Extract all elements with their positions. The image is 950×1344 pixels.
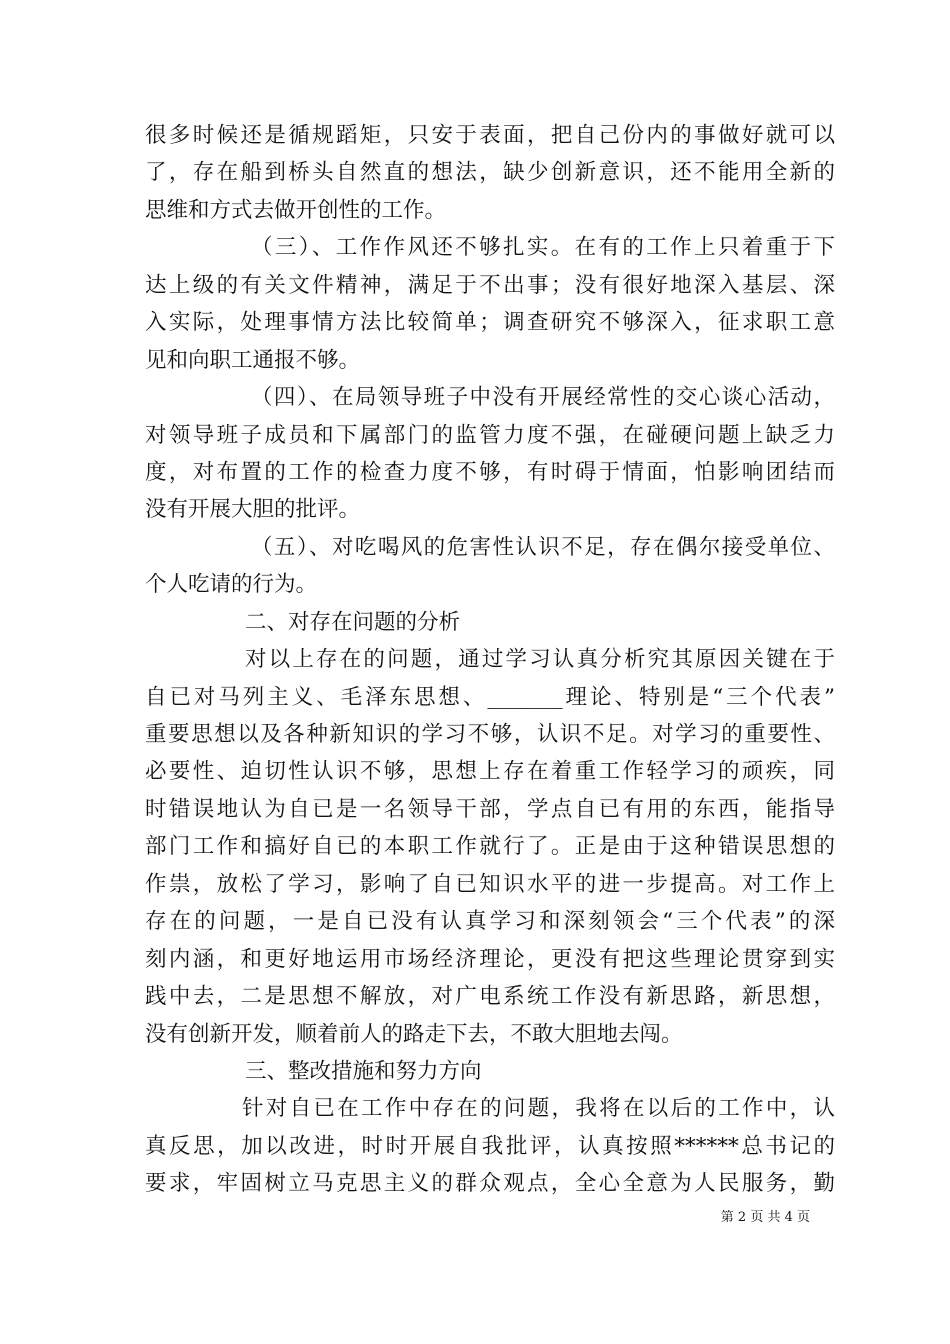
section-heading: 三、整改措施和努力方向 xyxy=(245,1058,482,1084)
body-line: 对领导班子成员和下属部门的监管力度不强，在碰硬问题上缺乏力 xyxy=(145,422,835,448)
section-heading: 二、对存在问题的分析 xyxy=(245,609,461,635)
body-line: 刻内涵，和更好地运用市场经济理论，更没有把这些理论贯穿到实 xyxy=(145,946,835,972)
section-four-heading-line: （四）、在局领导班子中没有开展经常性的交心谈心活动， xyxy=(251,385,835,411)
body-line: 作祟，放松了学习，影响了自已知识水平的进一步提高。对工作上 xyxy=(145,871,835,897)
body-line: 没有创新开发，顺着前人的路走下去，不敢大胆地去闯。 xyxy=(145,1021,683,1047)
body-line: 时错误地认为自已是一名领导干部，学点自已有用的东西，能指导 xyxy=(145,796,835,822)
body-line: 存在的问题，一是自已没有认真学习和深刻领会“三个代表”的深 xyxy=(145,909,835,935)
body-line: 部门工作和搞好自已的本职工作就行了。正是由于这种错误思想的 xyxy=(145,834,835,860)
paragraph-first-line: 针对自已在工作中存在的问题，我将在以后的工作中，认 xyxy=(242,1096,835,1122)
body-line: 真反思，加以改进，时时开展自我批评，认真按照******总书记的 xyxy=(145,1133,835,1159)
body-line: 个人吃请的行为。 xyxy=(145,572,318,598)
body-line: 重要思想以及各种新知识的学习不够，认识不足。对学习的重要性、 xyxy=(145,722,835,747)
body-line: 度，对布置的工作的检查力度不够，有时碍于情面，怕影响团结而 xyxy=(145,459,835,485)
paragraph-first-line: 对以上存在的问题，通过学习认真分析究其原因关键在于 xyxy=(245,647,835,673)
body-line: 践中去，二是思想不解放，对广电系统工作没有新思路，新思想， xyxy=(145,984,835,1010)
body-line: 很多时候还是循规蹈矩，只安于表面，把自己份内的事做好就可以 xyxy=(145,123,835,148)
body-line: 没有开展大胆的批评。 xyxy=(145,497,361,523)
body-line: 自已对马列主义、毛泽东思想、_______理论、特别是“三个代表” xyxy=(145,684,835,710)
body-line: 必要性、迫切性认识不够，思想上存在着重工作轻学习的顽疾，同 xyxy=(145,759,835,785)
page-number: 第 2 页 共 4 页 xyxy=(720,1210,810,1225)
body-line: 要求，牢固树立马克思主义的群众观点，全心全意为人民服务，勤 xyxy=(145,1171,835,1197)
body-line: 思维和方式去做开创性的工作。 xyxy=(145,197,447,223)
body-line: 见和向职工通报不够。 xyxy=(145,347,361,373)
section-three-heading-line: （三）、工作作风还不够扎实。在有的工作上只着重于下 xyxy=(251,235,835,261)
document-body xyxy=(145,117,835,1203)
body-line: 入实际，处理事情方法比较简单；调查研究不够深入，征求职工意 xyxy=(145,310,835,336)
body-line: 达上级的有关文件精神，满足于不出事；没有很好地深入基层、深 xyxy=(145,272,835,298)
body-line: 了，存在船到桥头自然直的想法，缺少创新意识，还不能用全新的 xyxy=(145,160,835,186)
section-five-heading-line: （五）、对吃喝风的危害性认识不足，存在偶尔接受单位、 xyxy=(251,534,835,560)
